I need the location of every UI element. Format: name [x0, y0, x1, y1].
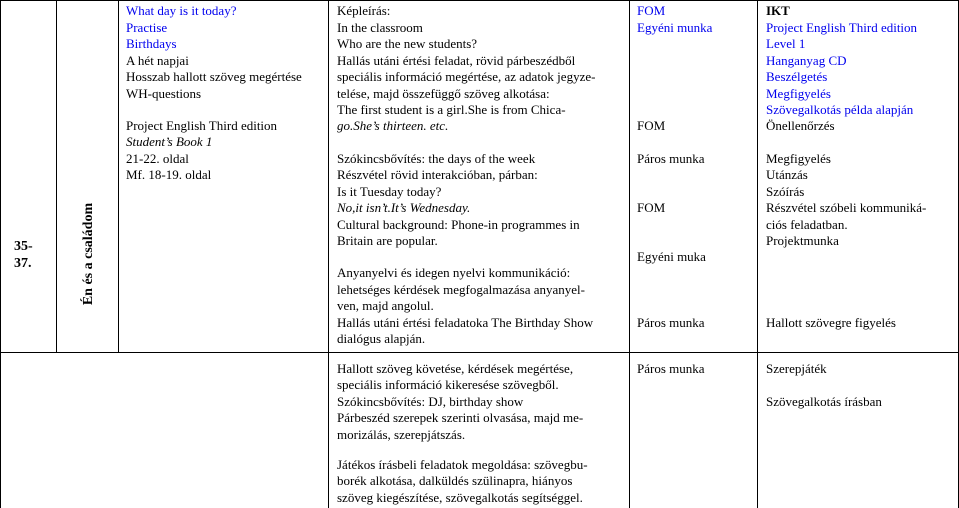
lesson-number-line1: 35- — [14, 239, 33, 254]
content-line-1: A hét napjai — [126, 53, 189, 68]
book-title: Project English Third edition — [126, 118, 278, 133]
lesson-number — [14, 238, 33, 272]
content-line-3: WH-questions — [126, 86, 202, 101]
workform-8: Páros munka — [637, 361, 705, 376]
book-subtitle: Student’s Book 1 — [126, 134, 213, 149]
skills-header: IKT — [766, 3, 790, 18]
activity-b1-l3: Who are the new students? — [337, 36, 478, 51]
activity-b3-l5: dialógus alapján. — [337, 331, 426, 346]
activity-b4-l2: speciális információ kikeresése szövegből. — [337, 377, 559, 392]
topic-vertical-label: Én és a családom — [81, 202, 96, 306]
skill-14: Hallott szövegre figyelés — [766, 315, 896, 330]
book-pages: 21-22. oldal — [126, 151, 189, 166]
activity-b3-l3: ven, majd angolul. — [337, 298, 434, 313]
activity-b4-l5: morizálás, szerepjátszás. — [337, 427, 466, 442]
workform-1: FOM — [637, 3, 666, 18]
activity-b5-l3: szöveg kiegészítése, szövegalkotás segítséggel. — [337, 490, 583, 505]
skill-15: Szerepjáték — [766, 361, 827, 376]
table-border-left — [0, 0, 1, 508]
activity-b2-l5: Cultural background: Phone-in programmes in — [337, 217, 580, 232]
workform-3: FOM — [637, 118, 666, 133]
workbook-pages: Mf. 18-19. oldal — [126, 167, 212, 182]
skill-5: Megfigyelés — [766, 86, 831, 101]
column-divider-4 — [629, 0, 630, 508]
title-line-3: Birthdays — [126, 36, 177, 51]
skill-13: Projektmunka — [766, 233, 839, 248]
activity-b3-l4: Hallás utáni értési feladatoka The Birthday Show — [337, 315, 594, 330]
skill-16: Szövegalkotás írásban — [766, 394, 882, 409]
skill-6: Szövegalkotás példa alapján — [766, 102, 914, 117]
skill-11: Részvétel szóbeli kommuniká- — [766, 200, 927, 215]
table-border-top — [0, 0, 959, 1]
activity-b5-l2: borék alkotása, dalküldés szülinapra, hiányos — [337, 473, 573, 488]
skill-1: Project English Third edition — [766, 20, 918, 35]
lesson-number-line2: 37. — [14, 256, 32, 271]
skill-10: Szóírás — [766, 184, 805, 199]
workform-5: FOM — [637, 200, 666, 215]
activity-b3-l1: Anyanyelvi és idegen nyelvi kommunikáció: — [337, 265, 571, 280]
column-divider-2 — [118, 0, 119, 352]
content-line-2: Hosszab hallott szöveg megértése — [126, 69, 302, 84]
activity-b2-l2: Részvétel rövid interakcióban, párban: — [337, 167, 538, 182]
activity-b4-l4: Párbeszéd szerepek szerinti olvasása, majd me- — [337, 410, 584, 425]
activity-b2-l3: Is it Tuesday today? — [337, 184, 442, 199]
activity-b1-l1: Képleírás: — [337, 3, 391, 18]
title-line-2: Practise — [126, 20, 168, 35]
workform-7: Páros munka — [637, 315, 705, 330]
column-divider-3 — [328, 0, 329, 508]
activity-b1-l6: telése, majd összefüggő szöveg alkotása: — [337, 86, 550, 101]
activity-b5-l1: Játékos írásbeli feladatok megoldása: szövegbu- — [337, 457, 588, 472]
workform-2: Egyéni munka — [637, 20, 713, 35]
workform-4: Páros munka — [637, 151, 705, 166]
activity-b1-l5: speciális információ megértése, az adatok jegyze- — [337, 69, 596, 84]
activity-b3-l2: lehetséges kérdések megfogalmazása anyanyel- — [337, 282, 585, 297]
title-line-1: What day is it today? — [126, 3, 237, 18]
workform-6: Egyéni muka — [637, 249, 706, 264]
activity-b2-l1: Szókincsbővítés: the days of the week — [337, 151, 536, 166]
activity-b4-l1: Hallott szöveg követése, kérdések megértése, — [337, 361, 574, 376]
row-divider — [0, 352, 959, 353]
skill-4: Beszélgetés — [766, 69, 828, 84]
activity-b1-l7: The first student is a girl.She is from Chica- — [337, 102, 566, 117]
skill-2: Level 1 — [766, 36, 806, 51]
activity-b2-l6: Britain are popular. — [337, 233, 438, 248]
activity-b1-l2: In the classroom — [337, 20, 423, 35]
skill-7: Önellenőrzés — [766, 118, 835, 133]
activity-b4-l3: Szókincsbővítés: DJ, birthday show — [337, 394, 524, 409]
skill-12: ciós feladatban. — [766, 217, 848, 232]
skill-8: Megfigyelés — [766, 151, 831, 166]
column-divider-1 — [56, 0, 57, 352]
skill-9: Utánzás — [766, 167, 808, 182]
activity-b2-l4: No,it isn’t.It’s Wednesday. — [337, 200, 471, 215]
column-divider-5 — [757, 0, 758, 508]
activity-b1-l8: go.She’s thirteen. etc. — [337, 118, 449, 133]
activity-b1-l4: Hallás utáni értési feladat, rövid párbeszédből — [337, 53, 576, 68]
skill-3: Hanganyag CD — [766, 53, 847, 68]
